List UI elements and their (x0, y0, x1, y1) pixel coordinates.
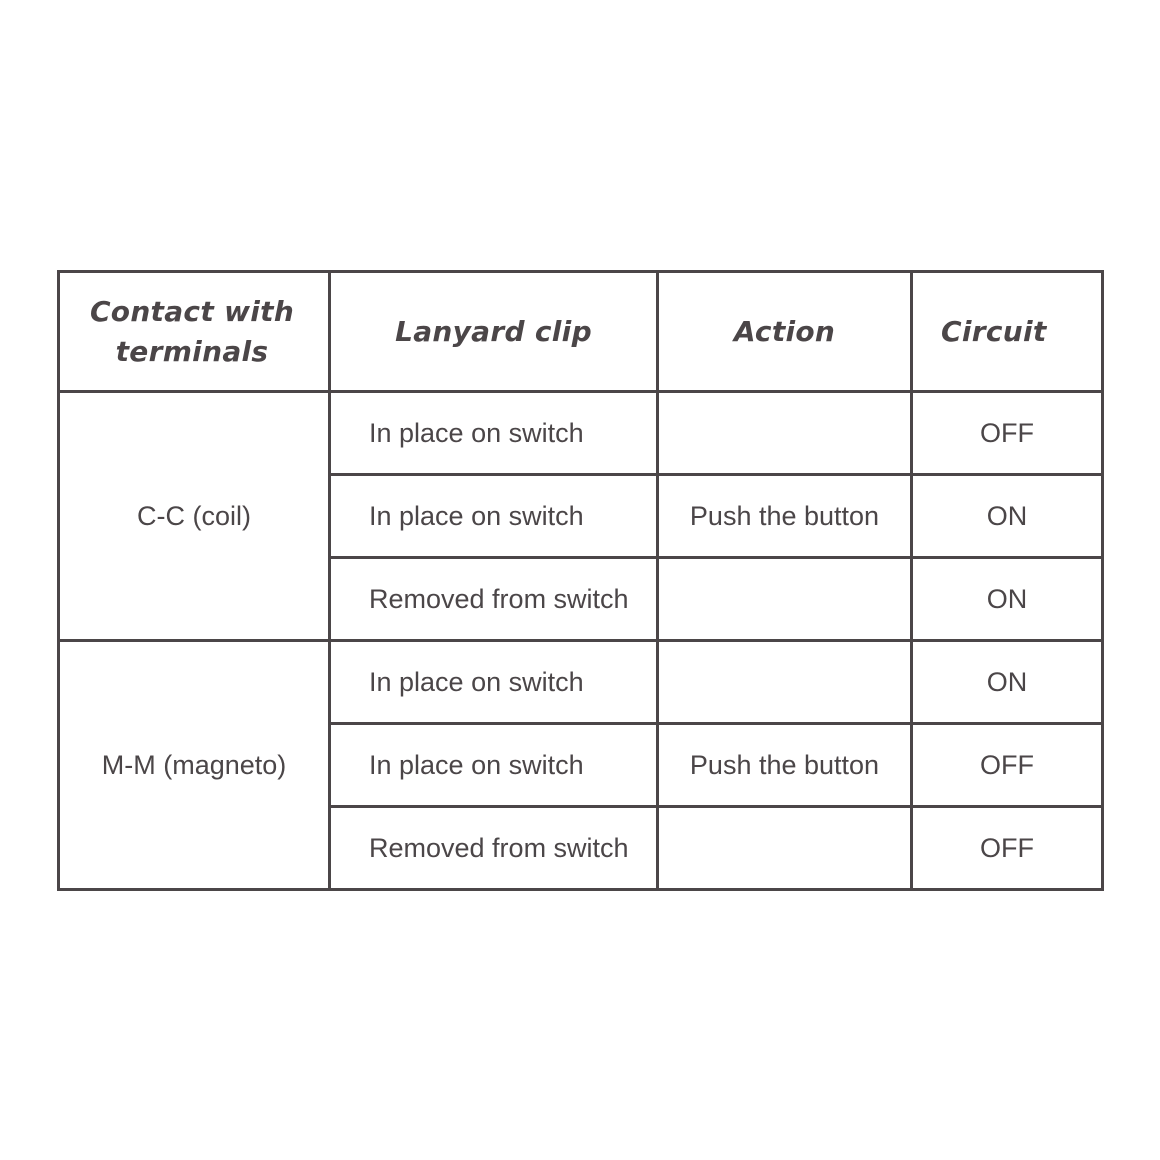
clip-cell: In place on switch (330, 475, 658, 558)
header-row (59, 272, 1103, 392)
circuit-cell: ON (912, 558, 1103, 641)
circuit-cell: OFF (912, 392, 1103, 475)
terminal-cell-coil: C-C (coil) (59, 392, 330, 641)
clip-cell: In place on switch (330, 641, 658, 724)
action-cell: Push the button (658, 724, 912, 807)
clip-cell: In place on switch (330, 392, 658, 475)
circuit-cell: OFF (912, 807, 1103, 890)
table-row (59, 392, 1103, 475)
header-contact-line1: Contact with (89, 294, 295, 328)
table-row (59, 641, 1103, 724)
circuit-cell: ON (912, 475, 1103, 558)
action-cell (658, 807, 912, 890)
circuit-cell: ON (912, 641, 1103, 724)
clip-cell: Removed from switch (330, 558, 658, 641)
clip-cell: Removed from switch (330, 807, 658, 890)
header-circuit: Circuit (912, 272, 1103, 392)
action-cell: Push the button (658, 475, 912, 558)
header-contact-terminals (59, 272, 330, 392)
header-action: Action (658, 272, 912, 392)
clip-cell: In place on switch (330, 724, 658, 807)
header-lanyard-clip: Lanyard clip (330, 272, 658, 392)
terminal-cell-magneto: M-M (magneto) (59, 641, 330, 890)
switch-circuit-table (57, 270, 1104, 891)
action-cell (658, 641, 912, 724)
action-cell (658, 558, 912, 641)
circuit-cell: OFF (912, 724, 1103, 807)
header-contact-line2: terminals (115, 334, 269, 368)
action-cell (658, 392, 912, 475)
